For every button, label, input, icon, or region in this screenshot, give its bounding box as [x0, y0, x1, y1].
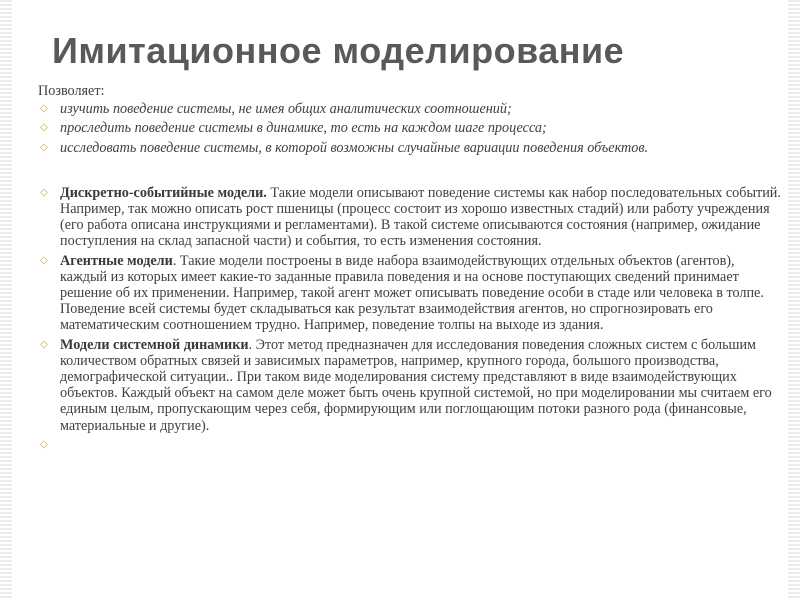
model-item [38, 337, 783, 434]
bullet-icon: ◇ [40, 122, 48, 134]
capability-item [38, 101, 783, 117]
model-item [38, 253, 783, 334]
model-description [60, 253, 783, 334]
slide-content [38, 83, 783, 456]
model-name: Модели системной динамики [60, 336, 249, 353]
capability-text: исследовать поведение системы, в которой возможны случайные вариации поведения объектов. [60, 139, 649, 156]
bullet-icon: ◇ [40, 186, 48, 198]
bullet-icon: ◇ [40, 103, 48, 115]
bullet-icon: ◇ [40, 141, 48, 153]
right-decorative-stripes [788, 0, 800, 600]
bullet-icon: ◇ [40, 438, 48, 450]
capability-item [38, 140, 783, 156]
model-name: Дискретно-событийные модели. [60, 184, 267, 201]
capability-text: проследить поведение системы в динамике, то есть на каждом шаге процесса; [60, 120, 547, 137]
left-decorative-stripes [0, 0, 12, 600]
empty-bullet-item [38, 437, 783, 453]
capability-item [38, 120, 783, 136]
model-name: Агентные модели [60, 252, 173, 269]
capability-text: изучить поведение системы, не имея общих аналитических соотношений; [60, 101, 512, 118]
page-title: Имитационное моделирование [52, 30, 625, 71]
bullet-icon: ◇ [40, 338, 48, 350]
model-description [60, 185, 783, 250]
section-spacer [38, 159, 783, 185]
model-text: . Такие модели построены в виде набора взаимодействующих отдельных объектов (агентов), каждый из которых имеет какие-то заданные правила поведения и на основе поступающих сведений принимает решение об их применении. Например, такой агент может описывать поведение особи в стаде или человека в толпе. Поведение всей системы будет складываться как результат взаимодействия агентов, но спрогнозировать его математическим соотношением трудно. Например, поведение толпы на выходе из здания. [60, 252, 764, 334]
model-item [38, 185, 783, 250]
model-text: Такие модели описывают поведение системы как набор последовательных событий. Например, так можно описать рост пшеницы (процесс состоит из хорошо известных стадий) или работу учреждения (его работа описана инструкциями и регламентами). В такой системе описываются состояния (например, ожидание поступления на склад запасной части) и события, то есть изменения состояния. [60, 184, 781, 250]
model-text: . Этот метод предназначен для исследования поведения сложных систем с большим количеством обратных связей и зависимых параметров, например, крупного города, большого производства, демографической ситуации.. При таком виде моделирования систему представляют в виде взаимодействующих объектов. Каждый объект на самом деле может быть очень крупной системой, но при моделировании мы считаем его единым целым, пропускающим через себя, формирующим или поглощающим потоки разного рода (финансовые, материальные и другие). [60, 336, 772, 434]
intro-text: Позволяет: [38, 83, 105, 99]
bullet-icon: ◇ [40, 254, 48, 266]
model-description [60, 337, 783, 434]
